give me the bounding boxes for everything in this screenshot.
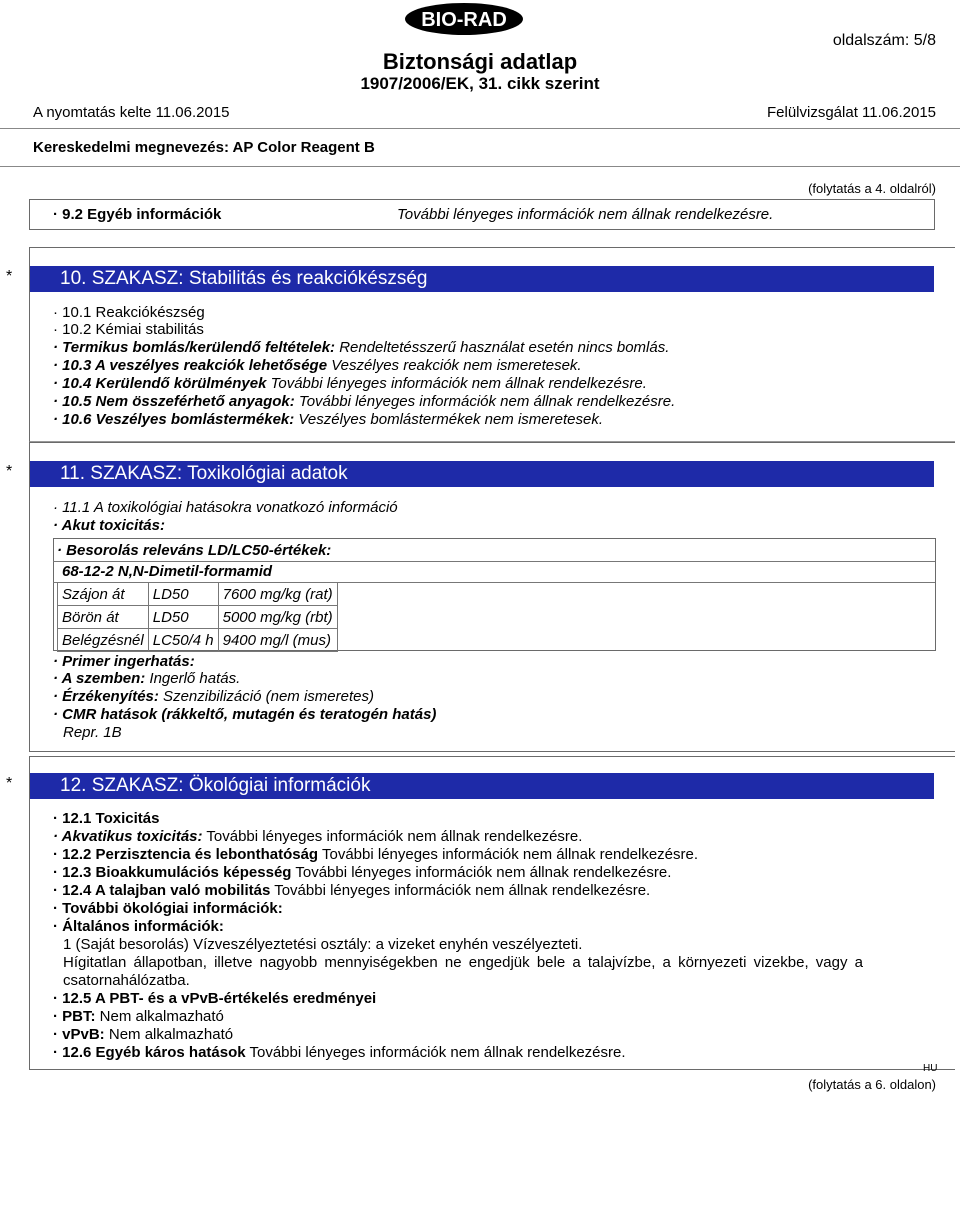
- table-row: [58, 629, 338, 652]
- section-11-header: 11. SZAKASZ: Toxikológiai adatok: [30, 461, 934, 487]
- type-cell: LD50: [148, 606, 218, 629]
- type-cell: LD50: [148, 583, 218, 606]
- value-cell: 7600 mg/kg (rat): [218, 583, 337, 606]
- s9-value: További lényeges információk nem állnak rendelkezésre.: [397, 206, 774, 223]
- s10-value: További lényeges információk nem állnak rendelkezésre.: [266, 375, 647, 392]
- change-marker: *: [6, 463, 13, 480]
- bio-rad-logo: [404, 2, 524, 36]
- header-divider-2: [0, 166, 960, 167]
- ld50-table: [57, 582, 338, 652]
- s10-label: · 10.3 A veszélyes reakciók lehetősége: [53, 357, 328, 374]
- route-cell: Börön át: [58, 606, 149, 629]
- s12-value: További lényeges információk nem állnak rendelkezésre.: [270, 882, 651, 899]
- s10-value: Rendeltetésszerű használat esetén nincs bomlás.: [335, 339, 670, 356]
- s12-label: · 12.2 Perzisztencia és lebonthatóság: [53, 846, 319, 863]
- substance-name: 68-12-2 N,N-Dimetil-formamid: [62, 563, 273, 580]
- route-cell: Belégzésnél: [58, 629, 149, 652]
- s11-line: · Akut toxicitás:: [53, 517, 165, 534]
- table-row: [58, 606, 338, 629]
- s12-value: Nem alkalmazható: [104, 1026, 234, 1043]
- page-number: oldalszám: 5/8: [832, 32, 936, 49]
- s9-label: · 9.2 Egyéb információk: [53, 206, 222, 223]
- table-row: [58, 583, 338, 606]
- trade-name: Kereskedelmi megnevezés: AP Color Reagent B: [33, 139, 375, 156]
- s12-value: További lényeges információk nem állnak rendelkezésre.: [291, 864, 672, 881]
- section-10-header: 10. SZAKASZ: Stabilitás és reakciókészség: [30, 266, 934, 292]
- s10-line: · 10.2 Kémiai stabilitás: [53, 321, 204, 338]
- s12-label: · 12.4 A talajban való mobilitás: [53, 882, 271, 899]
- header-divider: [0, 128, 960, 129]
- section-12-header: 12. SZAKASZ: Ökológiai információk: [30, 773, 934, 799]
- s11-label: · A szemben:: [53, 670, 146, 687]
- change-marker: *: [6, 268, 13, 285]
- s11-label: · Érzékenyítés:: [53, 688, 159, 705]
- s10-line: · 10.1 Reakciókészség: [53, 304, 205, 321]
- ld50-table-title: · Besorolás releváns LD/LC50-értékek:: [57, 542, 332, 559]
- s12-value: További lényeges információk nem állnak rendelkezésre.: [245, 1044, 626, 1061]
- s12-line: · Általános információk:: [53, 918, 224, 935]
- document-title: Biztonsági adatlap: [382, 49, 578, 74]
- s12-line: Hígitatlan állapotban, illetve nagyobb mennyiségekben ne engedjük bele a talajvízbe, a környezeti vizekbe, vagy a: [63, 954, 863, 971]
- s12-value: Nem alkalmazható: [95, 1008, 224, 1025]
- s12-label: · 12.3 Bioakkumulációs képesség: [53, 864, 292, 881]
- s12-label: · vPvB:: [53, 1026, 105, 1043]
- revision-date: Felülvizsgálat 11.06.2015: [767, 104, 936, 121]
- s11-line: · CMR hatások (rákkeltő, mutagén és teratogén hatás): [53, 706, 437, 723]
- s11-line: Repr. 1B: [63, 724, 122, 741]
- s12-label: · Akvatikus toxicitás:: [53, 828, 203, 845]
- s10-label: · 10.6 Veszélyes bomlástermékek:: [53, 411, 295, 428]
- s12-label: · 12.6 Egyéb káros hatások: [53, 1044, 246, 1061]
- s10-label: · 10.4 Kerülendő körülmények: [53, 375, 267, 392]
- s12-line: csatornahálózatba.: [63, 972, 190, 989]
- change-marker: *: [6, 775, 13, 792]
- s12-line: · 12.1 Toxicitás: [53, 810, 160, 827]
- print-date: A nyomtatás kelte 11.06.2015: [33, 104, 230, 121]
- table-divider: [53, 561, 935, 562]
- route-cell: Szájon át: [58, 583, 149, 606]
- s10-label: · Termikus bomlás/kerülendő feltételek:: [53, 339, 336, 356]
- s12-value: További lényeges információk nem állnak rendelkezésre.: [318, 846, 699, 863]
- s12-line: 1 (Saját besorolás) Vízveszélyeztetési osztály: a vizeket enyhén veszélyezteti.: [63, 936, 583, 953]
- s12-value: További lényeges információk nem állnak rendelkezésre.: [202, 828, 583, 845]
- s10-value: Veszélyes bomlástermékek nem ismeretesek.: [294, 411, 603, 428]
- continued-to: (folytatás a 6. oldalon): [808, 1077, 936, 1092]
- s10-label: · 10.5 Nem összeférhető anyagok:: [53, 393, 295, 410]
- value-cell: 9400 mg/l (mus): [218, 629, 337, 652]
- language-code: HU: [923, 1063, 938, 1074]
- s10-value: Veszélyes reakciók nem ismeretesek.: [327, 357, 582, 374]
- s10-value: További lényeges információk nem állnak rendelkezésre.: [294, 393, 676, 410]
- s12-line: · 12.5 A PBT- és a vPvB-értékelés eredményei: [53, 990, 377, 1007]
- s11-value: Szenzibilizáció (nem ismeretes): [158, 688, 374, 705]
- continued-from: (folytatás a 4. oldalról): [808, 181, 936, 196]
- document-subtitle: 1907/2006/EK, 31. cikk szerint: [360, 74, 600, 93]
- s11-value: Ingerlő hatás.: [145, 670, 241, 687]
- svg-text:BIO-RAD: BIO-RAD: [421, 9, 507, 31]
- s11-line: · Primer ingerhatás:: [53, 653, 195, 670]
- s11-line: · 11.1 A toxikológiai hatásokra vonatkozó információ: [53, 499, 398, 516]
- s12-line: · További ökológiai információk:: [53, 900, 283, 917]
- s12-label: · PBT:: [53, 1008, 96, 1025]
- type-cell: LC50/4 h: [148, 629, 218, 652]
- value-cell: 5000 mg/kg (rbt): [218, 606, 337, 629]
